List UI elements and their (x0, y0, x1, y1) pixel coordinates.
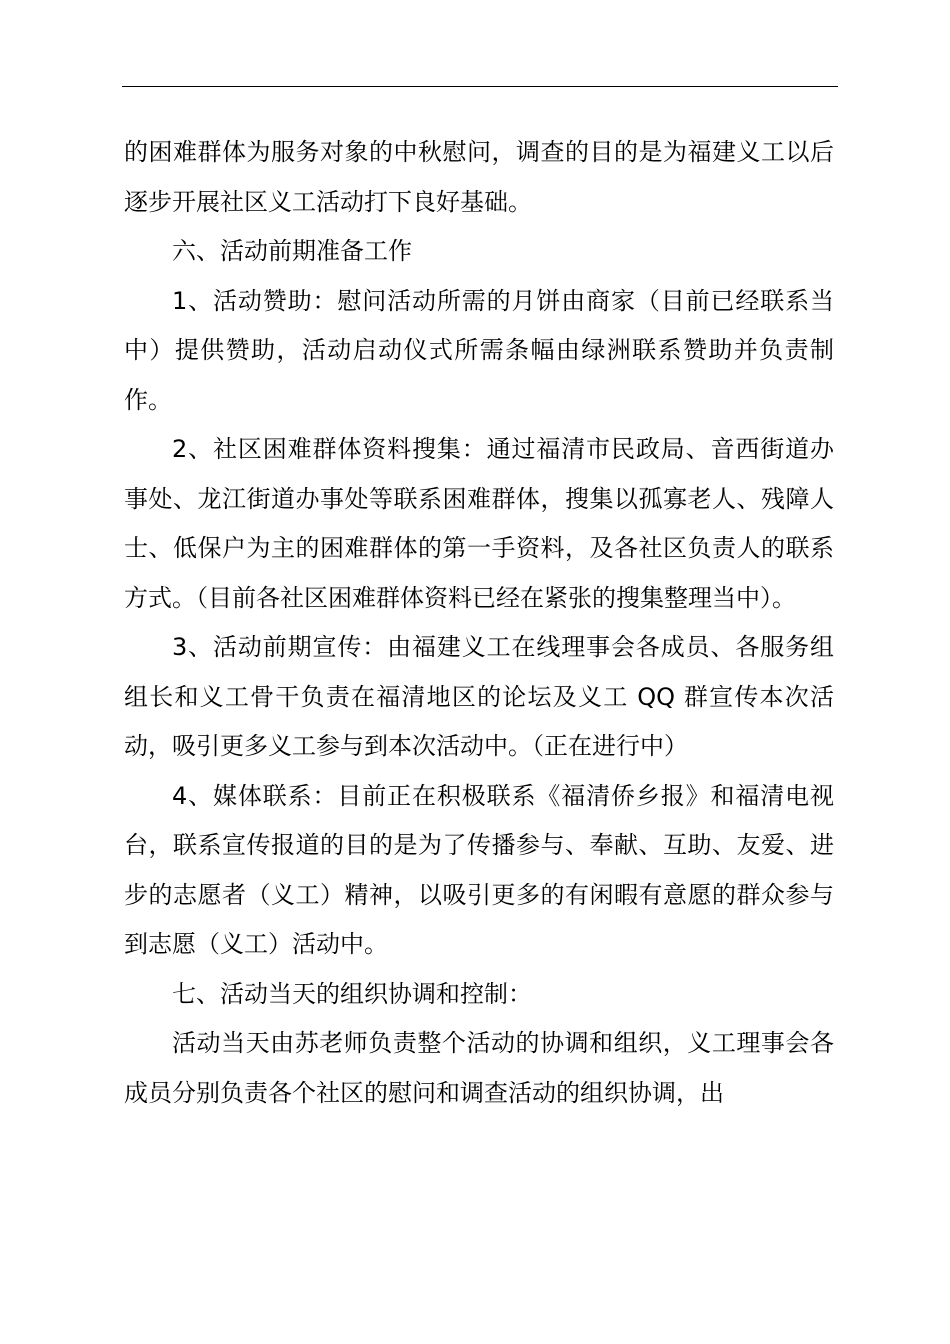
paragraph-sponsorship: 1、活动赞助：慰问活动所需的月饼由商家（目前已经联系当中）提供赞助，活动启动仪式所需条幅由绿洲联系赞助并负责制作。 (124, 286, 834, 414)
paragraph-publicity: 3、活动前期宣传：由福建义工在线理事会各成员、各服务组组长和义工骨干负责在福清地区的论坛及义工 QQ 群宣传本次活动，吸引更多义工参与到本次活动中。（正在进行中） (124, 633, 834, 760)
paragraph-data-collection: 2、社区困难群体资料搜集：通过福清市民政局、音西街道办事处、龙江街道办事处等联系困难群体，搜集以孤寡老人、残障人士、低保户为主的困难群体的第一手资料，及各社区负责人的联系方式。（目前各社区困难群体资料已经在紧张的搜集整理当中）。 (124, 435, 834, 612)
paragraph-continuation: 的困难群体为服务对象的中秋慰问，调查的目的是为福建义工以后逐步开展社区义工活动打下良好基础。 (124, 138, 834, 216)
section-heading-coordination: 七、活动当天的组织协调和控制： (172, 979, 532, 1008)
section-heading-preparation: 六、活动前期准备工作 (172, 237, 412, 265)
document-body (124, 128, 834, 1118)
paragraph-media-contact: 4、媒体联系：目前正在积极联系《福清侨乡报》和福清电视台，联系宣传报道的目的是为了传播参与、奉献、互助、友爱、进步的志愿者（义工）精神，以吸引更多的有闲暇有意愿的群众参与到志愿（义工）活动中。 (124, 781, 834, 958)
header-rule (122, 86, 838, 87)
paragraph-event-day: 活动当天由苏老师负责整个活动的协调和组织，义工理事会各成员分别负责各个社区的慰问和调查活动的组织协调，出 (124, 1029, 834, 1107)
